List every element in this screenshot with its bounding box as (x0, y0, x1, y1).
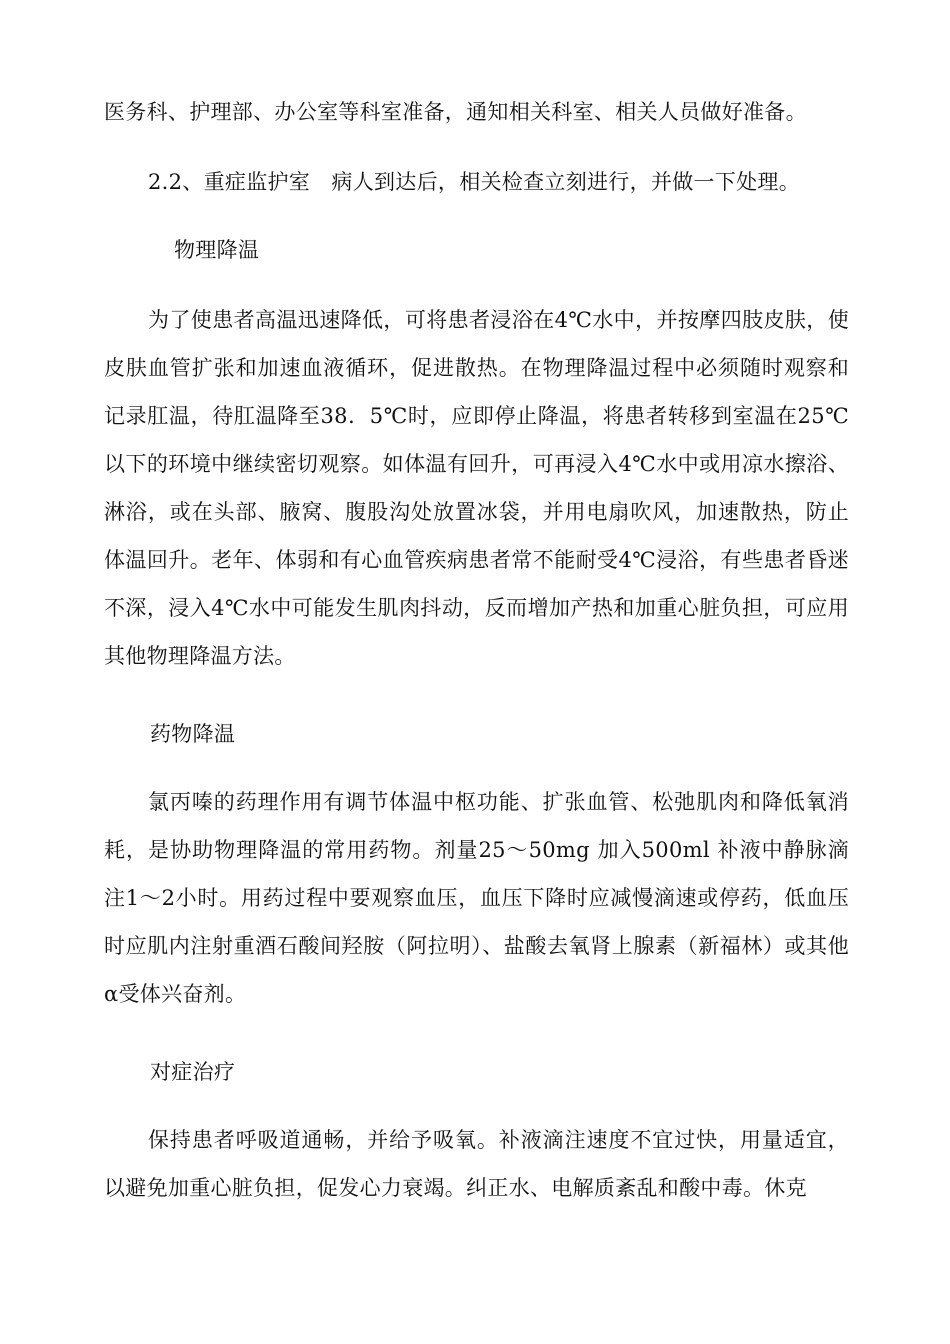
heading-physical-cooling: 物理降温 (174, 238, 260, 262)
paragraph-symptomatic-treatment: 保持患者呼吸道通畅，并给予吸氧。补液滴注速度不宜过快，用量适宜，以避免加重心脏负担，促发心力衰竭。纠正水、电解质紊乱和酸中毒。休克 (104, 1128, 849, 1200)
heading-drug-cooling: 药物降温 (150, 722, 236, 746)
paragraph-icu-arrival: 2.2、重症监护室 病人到达后，相关检查立刻进行，并做一下处理。 (148, 170, 800, 194)
paragraph-physical-cooling: 为了使患者高温迅速降低，可将患者浸浴在4℃水中，并按摩四肢皮肤，使皮肤血管扩张和加速血液循环，促进散热。在物理降温过程中必须随时观察和记录肛温，待肛温降至38．5℃时，应即停止降温，将患者转移到室温在25℃以下的环境中继续密切观察。如体温有回升，可再浸入4℃水中或用凉水擦浴、淋浴，或在头部、腋窝、腹股沟处放置冰袋，并用电扇吹风，加速散热，防止体温回升。老年、体弱和有心血管疾病患者常不能耐受4℃浸浴，有些患者昏迷不深，浸入4℃水中可能发生肌肉抖动，反而增加产热和加重心脏负担，可应用其他物理降温方法。 (104, 308, 849, 668)
heading-symptomatic-treatment: 对症治疗 (150, 1060, 236, 1084)
paragraph-preparation: 医务科、护理部、办公室等科室准备，通知相关科室、相关人员做好准备。 (104, 100, 807, 124)
paragraph-drug-cooling: 氯丙嗪的药理作用有调节体温中枢功能、扩张血管、松弛肌肉和降低氧消耗，是协助物理降温的常用药物。剂量25～50mg 加入500ml 补液中静脉滴注1～2小时。用药过程中要观察血压，血压下降时应减慢滴速或停药，低血压时应肌内注射重酒石酸间羟胺（阿拉明）、盐酸去氧肾上腺素（新福林）或其他α受体兴奋剂。 (104, 790, 849, 1006)
